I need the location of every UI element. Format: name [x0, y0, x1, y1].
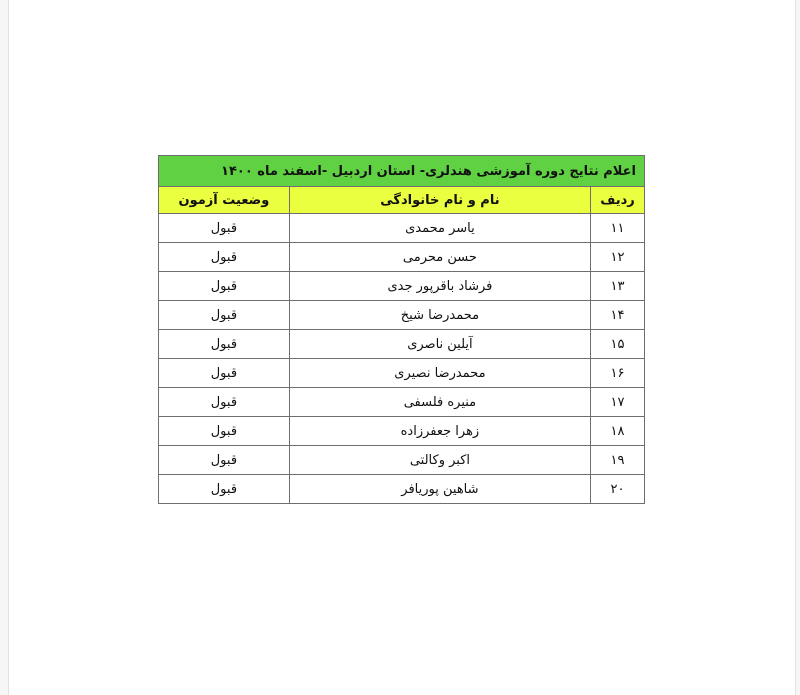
exam-status: قبول [159, 330, 290, 359]
full-name: فرشاد باقرپور جدی [289, 272, 590, 301]
table-title: اعلام نتایج دوره آموزشی هندلری- استان اردبیل -اسفند ماه ۱۴۰۰ [159, 156, 645, 187]
exam-status: قبول [159, 475, 290, 504]
full-name: محمدرضا نصیری [289, 359, 590, 388]
row-number: ۱۳ [591, 272, 645, 301]
header-row-number: ردیف [591, 187, 645, 214]
results-table [158, 155, 645, 504]
full-name: منیره فلسفی [289, 388, 590, 417]
exam-status: قبول [159, 301, 290, 330]
full-name: شاهین پوریافر [289, 475, 590, 504]
title-row [159, 156, 645, 187]
row-number: ۱۱ [591, 214, 645, 243]
full-name: محمدرضا شیخ [289, 301, 590, 330]
table-row [159, 475, 645, 504]
exam-status: قبول [159, 388, 290, 417]
exam-status: قبول [159, 359, 290, 388]
row-number: ۱۶ [591, 359, 645, 388]
exam-status: قبول [159, 243, 290, 272]
exam-status: قبول [159, 446, 290, 475]
table-row [159, 446, 645, 475]
table-row [159, 388, 645, 417]
table-row [159, 272, 645, 301]
header-exam-status: وضعیت آزمون [159, 187, 290, 214]
row-number: ۱۴ [591, 301, 645, 330]
full-name: یاسر محمدی [289, 214, 590, 243]
exam-status: قبول [159, 214, 290, 243]
row-number: ۱۹ [591, 446, 645, 475]
full-name: اکبر وکالتی [289, 446, 590, 475]
exam-status: قبول [159, 417, 290, 446]
table-row [159, 301, 645, 330]
table-row [159, 417, 645, 446]
full-name: آیلین ناصری [289, 330, 590, 359]
header-row [159, 187, 645, 214]
table-row [159, 214, 645, 243]
full-name: حسن محرمی [289, 243, 590, 272]
row-number: ۱۸ [591, 417, 645, 446]
exam-status: قبول [159, 272, 290, 301]
document-page [8, 0, 796, 695]
header-full-name: نام و نام خانوادگی [289, 187, 590, 214]
table-row [159, 359, 645, 388]
table-row [159, 243, 645, 272]
table-row [159, 330, 645, 359]
full-name: زهرا جعفرزاده [289, 417, 590, 446]
row-number: ۱۲ [591, 243, 645, 272]
row-number: ۲۰ [591, 475, 645, 504]
row-number: ۱۷ [591, 388, 645, 417]
row-number: ۱۵ [591, 330, 645, 359]
